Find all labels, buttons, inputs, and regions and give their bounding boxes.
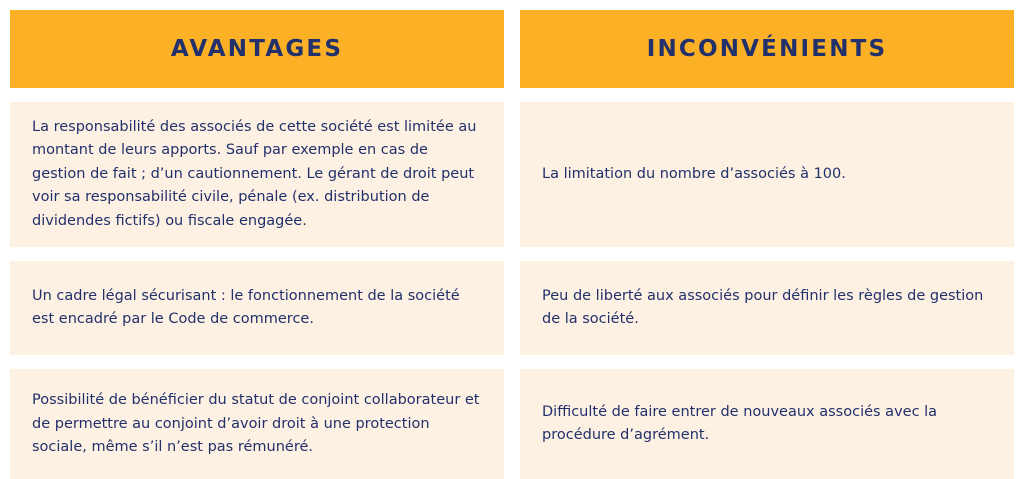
table-row	[520, 102, 1014, 247]
table-header-drawbacks	[520, 10, 1014, 88]
advantage-cell-3: Possibilité de bénéficier du statut de conjoint collaborateur et de permettre au conjoint d’avoir droit à une protection sociale, même s’il n’est pas rémunéré.	[32, 392, 480, 456]
header-label-drawbacks: INCONVÉNIENTS	[646, 36, 888, 62]
table-header-advantages	[10, 10, 504, 88]
table-row	[10, 102, 504, 247]
table-row	[520, 261, 1014, 355]
drawback-cell-3: Difficulté de faire entrer de nouveaux associés avec la procédure d’agrément.	[542, 403, 938, 444]
table-row	[520, 369, 1014, 479]
header-label-advantages: AVANTAGES	[170, 36, 344, 62]
table-row	[10, 261, 504, 355]
drawback-cell-1: La limitation du nombre d’associés à 100.	[542, 165, 846, 182]
advantage-cell-1: La responsabilité des associés de cette société est limitée au montant de leurs apports. Sauf par exemple en cas de gestion de fait ; d’un cautionnement. Le gérant de droit peut voir sa responsabilité civile, pénale (ex. distribution de dividendes fictifs) ou fiscale engagée.	[32, 119, 477, 229]
table-row	[10, 369, 504, 479]
drawback-cell-2: Peu de liberté aux associés pour définir les règles de gestion de la société.	[542, 287, 984, 328]
advantage-cell-2: Un cadre légal sécurisant : le fonctionnement de la société est encadré par le Code de commerce.	[32, 287, 460, 328]
table-grid	[10, 10, 1014, 479]
